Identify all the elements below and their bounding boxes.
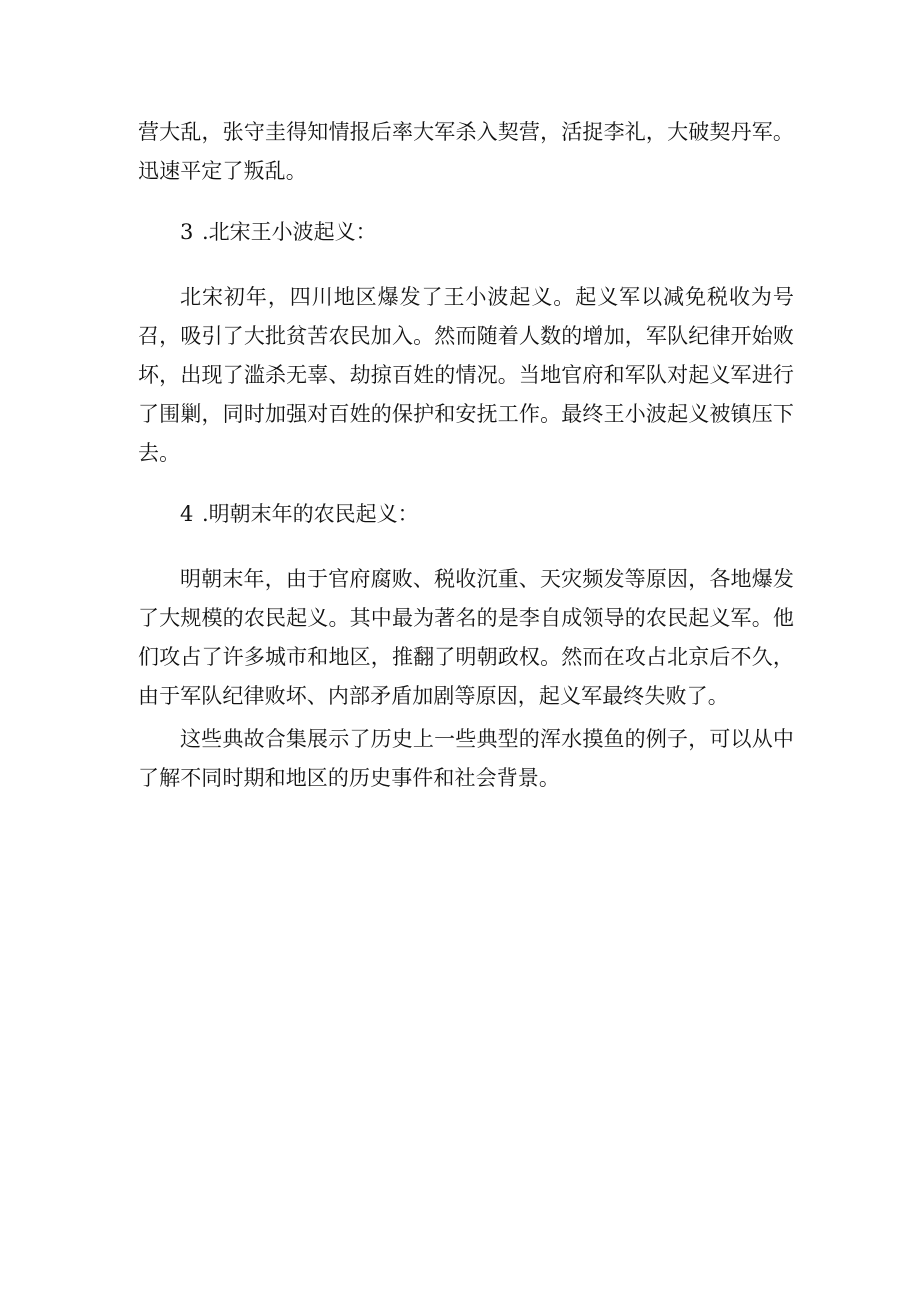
section-heading-3 [138, 213, 794, 252]
paragraph-ming-uprising: 明朝末年，由于官府腐败、税收沉重、天灾频发等原因，各地爆发了大规模的农民起义。其中最为著名的是李自成领导的农民起义军。他们攻占了许多城市和地区，推翻了明朝政权。然而在攻占北京后不久，由于军队纪律败坏、内部矛盾加剧等原因，起义军最终失败了。 [138, 567, 794, 708]
section-heading-4 [138, 495, 794, 534]
section-title: .北宋王小波起义： [202, 220, 377, 244]
paragraph-wang-xiaobo: 北宋初年，四川地区爆发了王小波起义。起义军以减免税收为号召，吸引了大批贫苦农民加入。然而随着人数的增加，军队纪律开始败坏，出现了滥杀无辜、劫掠百姓的情况。当地官府和军队对起义军进行了围剿，同时加强对百姓的保护和安抚工作。最终王小波起义被镇压下去。 [138, 285, 794, 465]
section-number: 3 [180, 220, 194, 244]
section-title: .明朝末年的农民起义： [202, 502, 419, 526]
paragraph-summary: 这些典故合集展示了历史上一些典型的浑水摸鱼的例子，可以从中了解不同时期和地区的历史事件和社会背景。 [138, 727, 794, 790]
section-number: 4 [180, 502, 194, 526]
paragraph-continuation: 营大乱，张守圭得知情报后率大军杀入契营，活捉李礼，大破契丹军。迅速平定了叛乱。 [138, 120, 794, 183]
document-body [138, 113, 794, 798]
